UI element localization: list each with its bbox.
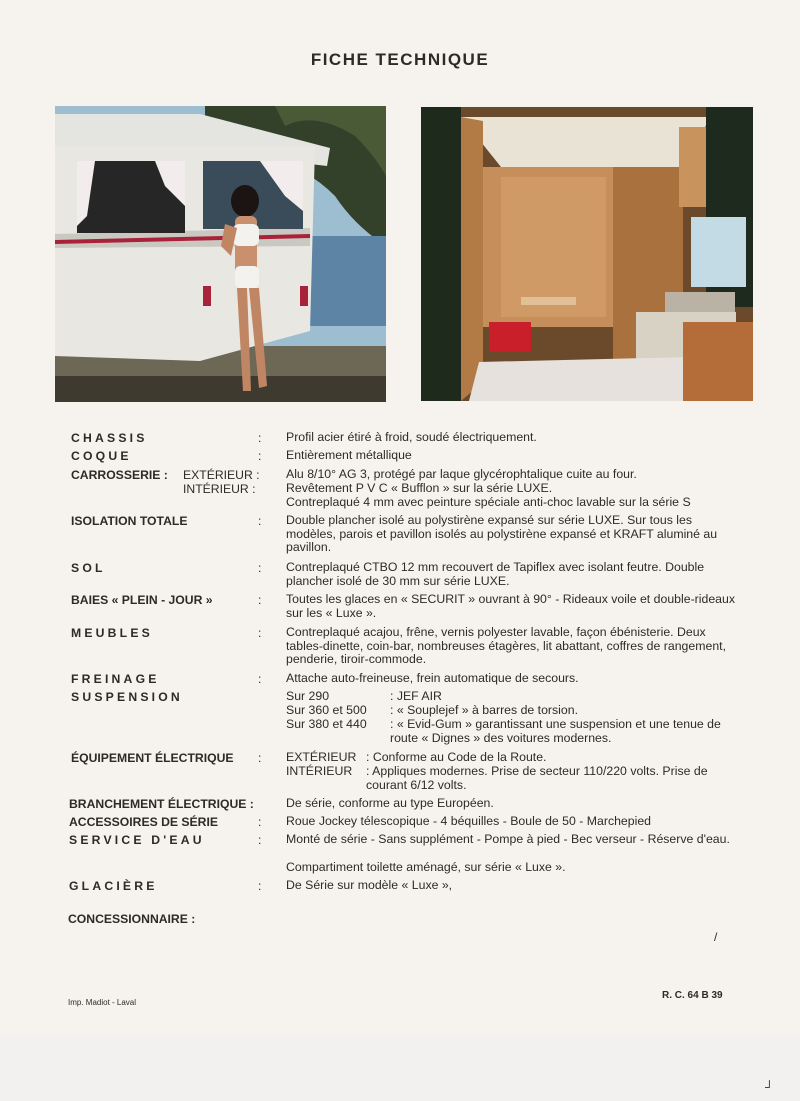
value-glaciere: De Série sur modèle « Luxe », bbox=[286, 878, 453, 892]
scan-margin bbox=[0, 1036, 800, 1101]
label-branchement: BRANCHEMENT ÉLECTRIQUE : bbox=[69, 797, 254, 811]
value-meubles: Contreplaqué acajou, frêne, vernis polyester lavable, façon ébénisterie. Deux tables-dinette, coin-bar, nombreuses étagères, lit abattant, coffres de rangement, penderie, tiroir-commode. bbox=[286, 625, 726, 667]
suspension-model-1: Sur 290 bbox=[286, 689, 330, 703]
value-isolation: Double plancher isolé au polystirène expansé sur série LUXE. Sur tous les modèles, parois et pavillon isolés au polystirène expansé et KRAFT aluminé au pavillon. bbox=[286, 513, 718, 555]
label-interieur: INTÉRIEUR : bbox=[183, 482, 256, 496]
label-service-eau: SERVICE D'EAU bbox=[69, 833, 205, 847]
label-isolation: ISOLATION TOTALE bbox=[71, 514, 188, 528]
label-exterieur: EXTÉRIEUR : bbox=[183, 468, 260, 482]
printer-credit: Imp. Madiot - Laval bbox=[68, 998, 137, 1007]
label-sol: SOL bbox=[71, 561, 106, 575]
value-carrosserie-interieur-2: Contreplaqué 4 mm avec peinture spéciale anti-choc lavable sur la série S bbox=[286, 495, 691, 509]
suspension-desc-3: : « Evid-Gum » garantissant une suspension et une tenue de route « Dignes » des voitures modernes. bbox=[390, 717, 721, 745]
colon: : bbox=[258, 833, 262, 847]
colon: : bbox=[258, 815, 262, 829]
label-meubles: MEUBLES bbox=[71, 626, 153, 640]
label-freinage: FREINAGE bbox=[71, 672, 160, 686]
value-chassis: Profil acier étiré à froid, soudé électriquement. bbox=[286, 430, 537, 444]
suspension-desc-1: : JEF AIR bbox=[390, 689, 442, 703]
colon: : bbox=[258, 672, 262, 686]
label-chassis: CHASSIS bbox=[71, 431, 148, 445]
value-baies: Toutes les glaces en « SECURIT » ouvrant à 90° - Rideaux voile et double-rideaux sur les « Luxe ». bbox=[286, 592, 735, 620]
colon: : bbox=[258, 449, 262, 463]
value-equipement-int: : Appliques modernes. Prise de secteur 110/220 volts. Prise de courant 6/12 volts. bbox=[366, 764, 708, 792]
colon: : bbox=[258, 561, 262, 575]
label-equipement: ÉQUIPEMENT ÉLECTRIQUE bbox=[71, 751, 234, 765]
caravan-interior-photo bbox=[421, 107, 753, 401]
colon: : bbox=[258, 751, 262, 765]
value-accessoires: Roue Jockey télescopique - 4 béquilles - Boule de 50 - Marchepied bbox=[286, 814, 652, 828]
label-carrosserie: CARROSSERIE : bbox=[71, 468, 168, 482]
label-coque: COQUE bbox=[71, 449, 132, 463]
caravan-exterior-photo bbox=[55, 106, 386, 402]
value-service-eau-2: Compartiment toilette aménagé, sur série « Luxe ». bbox=[286, 860, 566, 874]
label-glaciere: GLACIÈRE bbox=[69, 879, 158, 893]
value-carrosserie-exterieur: Alu 8/10° AG 3, protégé par laque glycérophtalique cuite au four. bbox=[286, 467, 637, 481]
value-coque: Entièrement métallique bbox=[286, 448, 412, 462]
suspension-model-3: Sur 380 et 440 bbox=[286, 717, 367, 731]
label-equipement-ext: EXTÉRIEUR bbox=[286, 750, 357, 764]
colon: : bbox=[258, 431, 262, 445]
page-title: FICHE TECHNIQUE bbox=[310, 50, 490, 69]
label-baies: BAIES « PLEIN - JOUR » bbox=[71, 593, 213, 607]
label-accessoires: ACCESSOIRES DE SÉRIE bbox=[69, 815, 218, 829]
suspension-desc-2: : « Souplejef » à barres de torsion. bbox=[390, 703, 578, 717]
value-carrosserie-interieur-1: Revêtement P V C « Bufflon » sur la série LUXE. bbox=[286, 481, 553, 495]
value-branchement: De série, conforme au type Européen. bbox=[286, 796, 494, 810]
corner-mark: ┘ bbox=[765, 1080, 774, 1094]
registration-number: R. C. 64 B 39 bbox=[662, 990, 723, 1001]
caravan-exterior-illustration bbox=[55, 106, 386, 402]
value-sol: Contreplaqué CTBO 12 mm recouvert de Tapiflex avec isolant feutre. Double plancher isolé de 30 mm sur série LUXE. bbox=[286, 560, 705, 588]
value-equipement-ext: : Conforme au Code de la Route. bbox=[366, 750, 547, 764]
caravan-interior-illustration bbox=[421, 107, 753, 401]
colon: : bbox=[258, 879, 262, 893]
label-concessionnaire: CONCESSIONNAIRE : bbox=[68, 912, 196, 926]
colon: : bbox=[258, 514, 262, 528]
colon: : bbox=[258, 626, 262, 640]
label-equipement-int: INTÉRIEUR bbox=[286, 764, 353, 778]
label-suspension: SUSPENSION bbox=[71, 690, 183, 704]
suspension-model-2: Sur 360 et 500 bbox=[286, 703, 367, 717]
pen-mark: / bbox=[714, 930, 718, 944]
colon: : bbox=[258, 593, 262, 607]
value-service-eau: Monté de série - Sans supplément - Pompe à pied - Bec verseur - Réserve d'eau. bbox=[286, 832, 730, 846]
value-freinage: Attache auto-freineuse, frein automatique de secours. bbox=[286, 671, 579, 685]
